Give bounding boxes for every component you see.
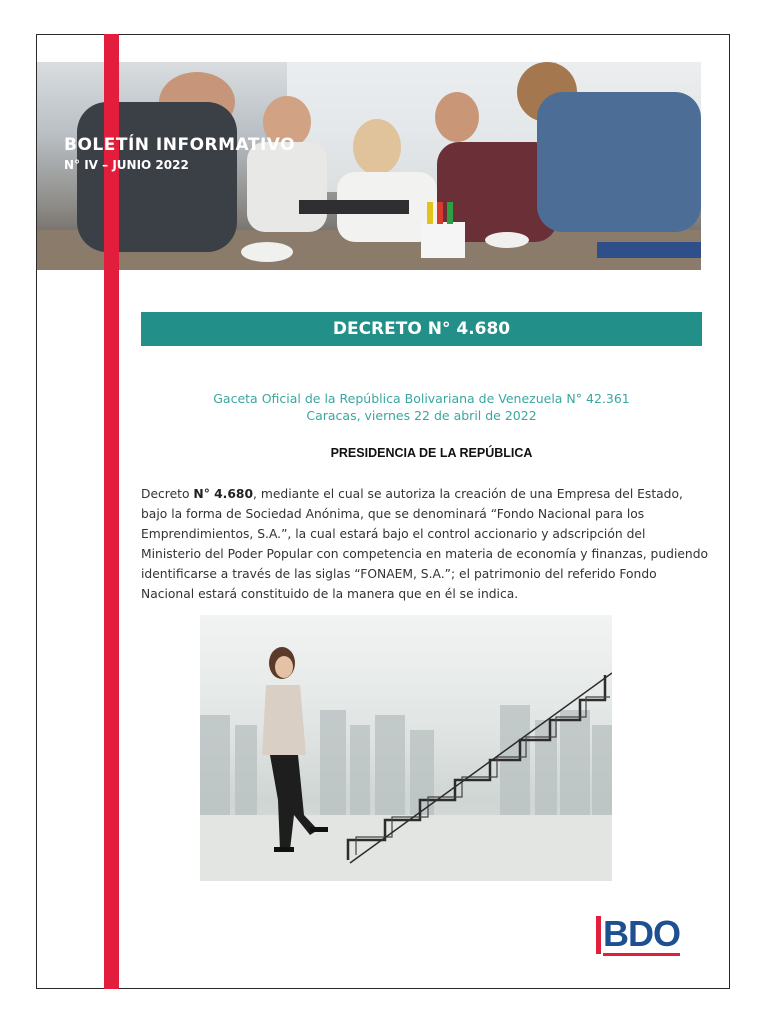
decree-text: , mediante el cual se autoriza la creación de una Empresa del Estado, bajo la forma de Sociedad Anónima, que se denominará “Fondo Nacional para los Emprendimientos, S.A.”, la cual estará bajo el control accionario y adscripción del Ministerio del Poder Popular con competencia en materia de economía y finanzas, pudiendo identificarse a través de las siglas “FONAEM, S.A.”; el patrimonio del referido Fondo Nacional estará constituido de la manera que en él se indica. [141,487,709,601]
gaceta-line-1: Gaceta Oficial de la República Bolivariana de Venezuela N° 42.361 [213,391,630,406]
stairs-illustration [200,615,612,881]
decree-title: DECRETO N° 4.680 [332,319,511,339]
gaceta-line-2: Caracas, viernes 22 de abril de 2022 [306,408,537,423]
decree-title-banner [141,312,702,346]
section-heading: PRESIDENCIA DE LA REPÚBLICA [330,446,533,460]
decree-number: N° 4.680 [193,487,254,501]
accent-red-bar [104,34,119,989]
newsletter-title: BOLETÍN INFORMATIVO [64,135,296,155]
logo-text: BDO [603,912,680,954]
newsletter-issue: N° IV – JUNIO 2022 [64,158,189,172]
decree-paragraph [141,484,709,604]
logo-accent-bar [596,916,601,954]
decree-prefix: Decreto [141,487,194,501]
bdo-logo [596,912,680,955]
gaceta-reference [141,390,702,424]
